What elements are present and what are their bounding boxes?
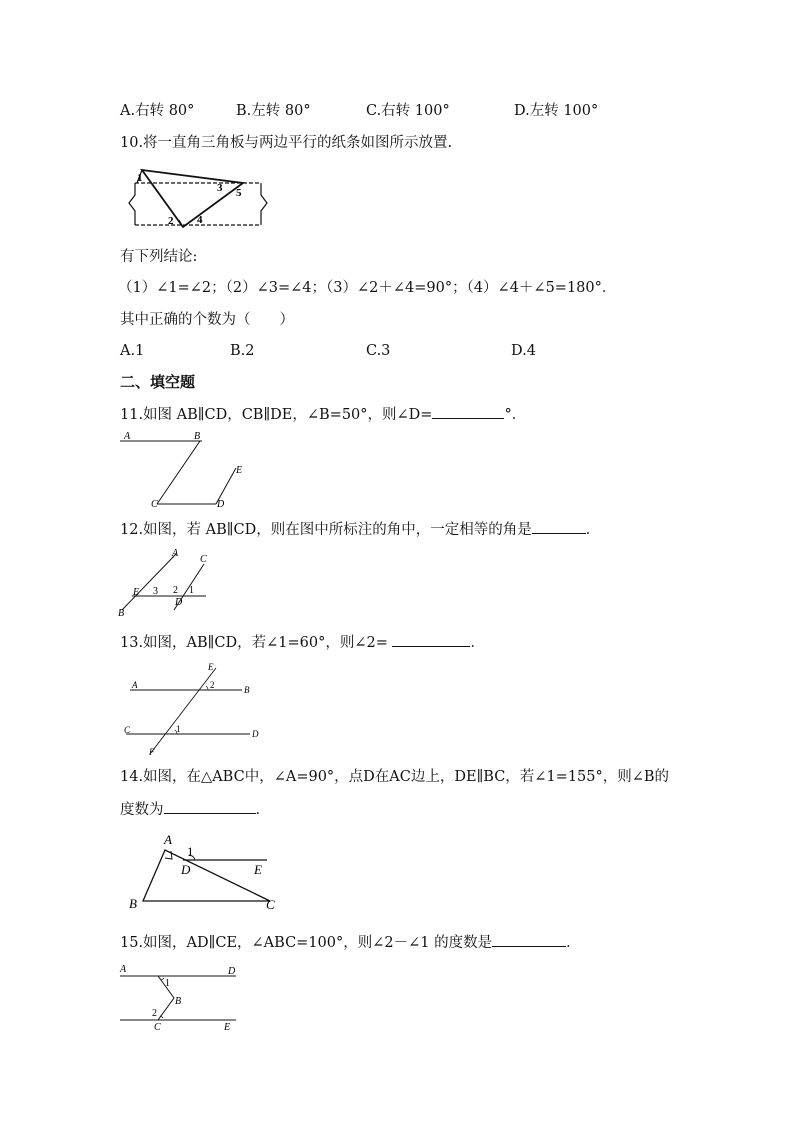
q15-answer-blank[interactable]	[492, 932, 566, 947]
q11-stem-text: 11.如图 AB∥CD，CB∥DE，∠B=50°，则∠D=	[120, 407, 433, 423]
q12-label-e: E	[133, 587, 140, 598]
q10-label-3: 3	[217, 182, 223, 194]
q15-label-b: B	[175, 996, 182, 1007]
q11-label-e: E	[236, 465, 243, 476]
q12-label-a: A	[172, 548, 179, 559]
q13-label-e: E	[208, 662, 214, 672]
q15-label-e: E	[224, 1022, 231, 1033]
q11-stem	[120, 404, 526, 425]
q11-label-c: C	[151, 499, 158, 510]
q13-stem-text: 13.如图，AB∥CD，若∠1=60°，则∠2=	[120, 635, 393, 651]
q10-option-d: D.4	[511, 343, 536, 359]
q14-suffix: ．	[255, 802, 270, 818]
q9-option-c: C.右转 100°	[366, 103, 450, 119]
q13-label-2: 2	[210, 680, 215, 690]
q12-label-c: C	[200, 554, 207, 565]
q15-label-2: 2	[152, 1008, 157, 1019]
q10-label-1: 1	[137, 172, 143, 184]
q13-label-c: C	[124, 725, 131, 735]
q13-label-f: F	[149, 747, 155, 757]
q15-label-1: 1	[165, 978, 170, 989]
q12-stem-text: 12.如图，若 AB∥CD，则在图中所标注的角中，一定相等的角是	[120, 522, 532, 538]
q12-suffix: ．	[585, 522, 601, 538]
q12-label-2: 2	[173, 585, 178, 596]
q14-stem2-text: 度数为	[120, 802, 164, 818]
q13-label-d: D	[252, 729, 259, 739]
q10-intro: 有下列结论:	[120, 249, 198, 265]
q10-label-4: 4	[197, 214, 203, 226]
q15-stem	[120, 932, 581, 953]
q14-figure	[125, 830, 285, 915]
q10-conclusions: （1）∠1=∠2；（2）∠3=∠4；（3）∠2＋∠4=90°；（4）∠4＋∠5=180°．	[118, 280, 617, 296]
q14-stem-line2	[120, 799, 270, 820]
q11-label-d: D	[217, 499, 225, 510]
q14-label-e: E	[254, 862, 262, 877]
q14-label-d: D	[181, 862, 191, 877]
q10-label-5: 5	[236, 187, 242, 199]
q9-option-b: B.左转 80°	[236, 103, 311, 119]
q9-option-d: D.左转 100°	[514, 103, 599, 119]
q12-stem	[120, 519, 600, 540]
q11-suffix: °．	[504, 407, 527, 423]
q13-label-1: 1	[176, 724, 181, 734]
q11-answer-blank[interactable]	[432, 404, 504, 419]
q12-figure	[118, 548, 210, 618]
q13-stem	[120, 632, 485, 653]
q12-label-1: 1	[189, 585, 194, 596]
q14-label-c: C	[266, 897, 275, 912]
q15-stem-text: 15.如图，AD∥CE，∠ABC=100°，则∠2－∠1 的度数是	[120, 935, 493, 951]
q14-answer-blank[interactable]	[164, 799, 256, 814]
q15-figure	[118, 960, 243, 1034]
q13-label-a: A	[132, 680, 138, 690]
q14-stem: 14.如图，在△ABC中，∠A=90°，点D在AC边上，DE∥BC，若∠1=155°，则∠B的	[120, 769, 670, 785]
q13-figure	[120, 660, 260, 755]
q10-stem: 10.将一直角三角板与两边平行的纸条如图所示放置.	[120, 135, 453, 151]
q14-label-a: A	[164, 832, 172, 847]
q10-figure	[125, 165, 270, 230]
q10-option-b: B.2	[230, 343, 255, 359]
q10-label-2: 2	[168, 215, 174, 227]
q13-label-b: B	[244, 685, 250, 695]
q9-option-a: A.右转 80°	[120, 103, 195, 119]
q12-label-b: B	[118, 608, 125, 619]
q10-ask: 其中正确的个数为（ ）	[120, 312, 294, 328]
q15-label-a: A	[120, 964, 127, 975]
q15-label-d: D	[228, 966, 236, 977]
section-title: 二、填空题	[120, 373, 196, 391]
q11-figure	[120, 428, 255, 510]
q12-answer-blank[interactable]	[532, 519, 586, 534]
q10-option-a: A.1	[120, 343, 145, 359]
q15-label-c: C	[154, 1022, 161, 1033]
q14-label-b: B	[129, 896, 137, 911]
q11-label-a: A	[124, 431, 131, 442]
q13-answer-blank[interactable]	[392, 632, 470, 647]
q11-label-b: B	[194, 431, 201, 442]
q15-suffix: ．	[566, 935, 581, 951]
q12-label-d: D	[175, 597, 183, 608]
q13-suffix: ．	[470, 635, 485, 651]
q12-label-3: 3	[153, 586, 158, 597]
q10-option-c: C.3	[366, 343, 391, 359]
q14-label-1: 1	[187, 844, 194, 859]
